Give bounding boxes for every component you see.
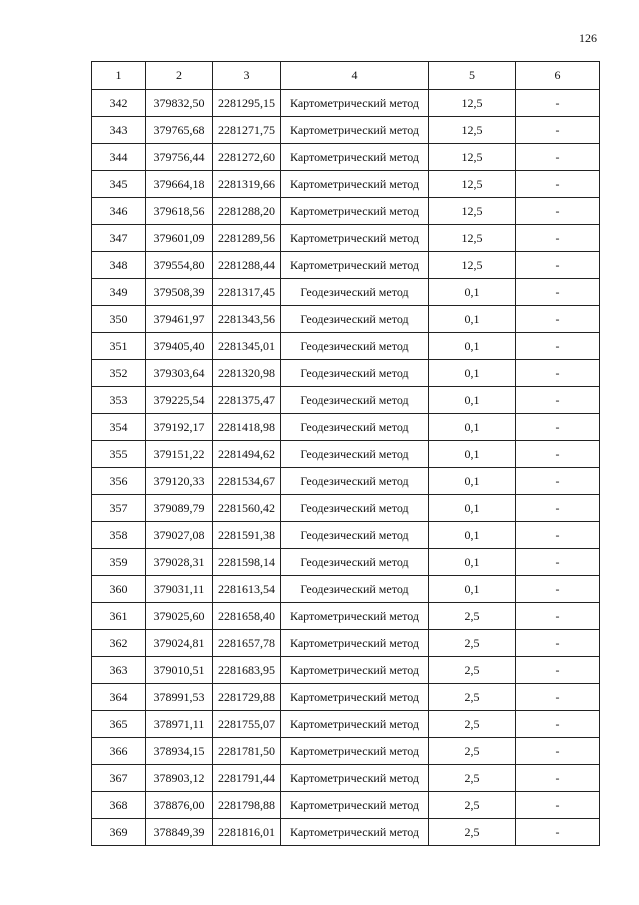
cell-note: - <box>516 657 600 684</box>
cell-point-number: 368 <box>92 792 146 819</box>
cell-note: - <box>516 387 600 414</box>
cell-note: - <box>516 198 600 225</box>
table-row <box>92 711 600 738</box>
table-row <box>92 306 600 333</box>
table-row <box>92 522 600 549</box>
cell-accuracy: 12,5 <box>429 198 516 225</box>
column-header-note: 6 <box>516 62 600 90</box>
table-row <box>92 333 600 360</box>
cell-note: - <box>516 171 600 198</box>
cell-note: - <box>516 225 600 252</box>
cell-y: 2281317,45 <box>213 279 281 306</box>
cell-y: 2281288,20 <box>213 198 281 225</box>
table-row <box>92 252 600 279</box>
cell-point-number: 356 <box>92 468 146 495</box>
cell-point-number: 359 <box>92 549 146 576</box>
cell-accuracy: 0,1 <box>429 387 516 414</box>
cell-point-number: 366 <box>92 738 146 765</box>
cell-y: 2281658,40 <box>213 603 281 630</box>
cell-accuracy: 0,1 <box>429 414 516 441</box>
cell-accuracy: 0,1 <box>429 576 516 603</box>
cell-note: - <box>516 252 600 279</box>
cell-point-number: 367 <box>92 765 146 792</box>
cell-accuracy: 0,1 <box>429 279 516 306</box>
column-header-accuracy: 5 <box>429 62 516 90</box>
cell-y: 2281319,66 <box>213 171 281 198</box>
cell-note: - <box>516 549 600 576</box>
table-row <box>92 738 600 765</box>
table-row <box>92 171 600 198</box>
table-row <box>92 657 600 684</box>
cell-y: 2281343,56 <box>213 306 281 333</box>
table-row <box>92 387 600 414</box>
cell-y: 2281598,14 <box>213 549 281 576</box>
cell-point-number: 361 <box>92 603 146 630</box>
cell-note: - <box>516 495 600 522</box>
table-header-row <box>92 62 600 90</box>
cell-note: - <box>516 522 600 549</box>
cell-accuracy: 2,5 <box>429 738 516 765</box>
cell-method: Картометрический метод <box>281 792 429 819</box>
table-row <box>92 495 600 522</box>
cell-accuracy: 2,5 <box>429 657 516 684</box>
cell-point-number: 369 <box>92 819 146 846</box>
cell-x: 379151,22 <box>146 441 213 468</box>
cell-method: Геодезический метод <box>281 306 429 333</box>
table-row <box>92 90 600 117</box>
cell-note: - <box>516 684 600 711</box>
cell-accuracy: 12,5 <box>429 144 516 171</box>
cell-y: 2281781,50 <box>213 738 281 765</box>
cell-method: Картометрический метод <box>281 90 429 117</box>
cell-y: 2281418,98 <box>213 414 281 441</box>
cell-method: Геодезический метод <box>281 279 429 306</box>
cell-x: 379508,39 <box>146 279 213 306</box>
cell-accuracy: 12,5 <box>429 90 516 117</box>
cell-x: 378934,15 <box>146 738 213 765</box>
cell-method: Картометрический метод <box>281 738 429 765</box>
column-header-y: 3 <box>213 62 281 90</box>
cell-point-number: 346 <box>92 198 146 225</box>
table-row <box>92 441 600 468</box>
table-row <box>92 576 600 603</box>
cell-accuracy: 2,5 <box>429 711 516 738</box>
cell-method: Геодезический метод <box>281 495 429 522</box>
cell-y: 2281791,44 <box>213 765 281 792</box>
cell-accuracy: 0,1 <box>429 333 516 360</box>
cell-accuracy: 2,5 <box>429 630 516 657</box>
cell-x: 378971,11 <box>146 711 213 738</box>
cell-y: 2281613,54 <box>213 576 281 603</box>
table-row <box>92 549 600 576</box>
cell-accuracy: 0,1 <box>429 360 516 387</box>
cell-point-number: 352 <box>92 360 146 387</box>
cell-method: Картометрический метод <box>281 252 429 279</box>
table-row <box>92 603 600 630</box>
cell-accuracy: 0,1 <box>429 306 516 333</box>
cell-x: 379024,81 <box>146 630 213 657</box>
cell-method: Картометрический метод <box>281 765 429 792</box>
cell-point-number: 347 <box>92 225 146 252</box>
cell-method: Геодезический метод <box>281 333 429 360</box>
cell-method: Картометрический метод <box>281 819 429 846</box>
table-row <box>92 414 600 441</box>
cell-x: 378903,12 <box>146 765 213 792</box>
table-row <box>92 468 600 495</box>
cell-x: 379618,56 <box>146 198 213 225</box>
cell-note: - <box>516 819 600 846</box>
cell-y: 2281494,62 <box>213 441 281 468</box>
cell-method: Геодезический метод <box>281 522 429 549</box>
cell-y: 2281320,98 <box>213 360 281 387</box>
table-row <box>92 765 600 792</box>
cell-x: 379765,68 <box>146 117 213 144</box>
cell-accuracy: 0,1 <box>429 522 516 549</box>
cell-method: Картометрический метод <box>281 684 429 711</box>
cell-y: 2281375,47 <box>213 387 281 414</box>
cell-point-number: 358 <box>92 522 146 549</box>
table-row <box>92 819 600 846</box>
table-row <box>92 630 600 657</box>
cell-note: - <box>516 279 600 306</box>
cell-x: 379601,09 <box>146 225 213 252</box>
column-header-method: 4 <box>281 62 429 90</box>
cell-y: 2281534,67 <box>213 468 281 495</box>
coordinates-table <box>91 61 600 846</box>
cell-point-number: 357 <box>92 495 146 522</box>
cell-method: Картометрический метод <box>281 171 429 198</box>
table-row <box>92 198 600 225</box>
cell-x: 379756,44 <box>146 144 213 171</box>
cell-point-number: 343 <box>92 117 146 144</box>
cell-point-number: 363 <box>92 657 146 684</box>
cell-y: 2281271,75 <box>213 117 281 144</box>
cell-point-number: 351 <box>92 333 146 360</box>
cell-accuracy: 0,1 <box>429 468 516 495</box>
cell-accuracy: 12,5 <box>429 225 516 252</box>
cell-x: 379832,50 <box>146 90 213 117</box>
cell-accuracy: 12,5 <box>429 171 516 198</box>
cell-accuracy: 0,1 <box>429 441 516 468</box>
cell-note: - <box>516 576 600 603</box>
cell-y: 2281288,44 <box>213 252 281 279</box>
cell-point-number: 348 <box>92 252 146 279</box>
cell-note: - <box>516 738 600 765</box>
cell-method: Геодезический метод <box>281 576 429 603</box>
cell-note: - <box>516 468 600 495</box>
cell-note: - <box>516 333 600 360</box>
table-row <box>92 279 600 306</box>
cell-accuracy: 2,5 <box>429 684 516 711</box>
cell-x: 378876,00 <box>146 792 213 819</box>
cell-y: 2281755,07 <box>213 711 281 738</box>
cell-note: - <box>516 414 600 441</box>
cell-point-number: 364 <box>92 684 146 711</box>
cell-note: - <box>516 711 600 738</box>
cell-method: Геодезический метод <box>281 414 429 441</box>
cell-x: 379025,60 <box>146 603 213 630</box>
cell-method: Картометрический метод <box>281 657 429 684</box>
cell-x: 379461,97 <box>146 306 213 333</box>
cell-point-number: 344 <box>92 144 146 171</box>
cell-point-number: 354 <box>92 414 146 441</box>
cell-y: 2281591,38 <box>213 522 281 549</box>
table-row <box>92 684 600 711</box>
cell-method: Геодезический метод <box>281 387 429 414</box>
cell-y: 2281729,88 <box>213 684 281 711</box>
cell-method: Картометрический метод <box>281 603 429 630</box>
cell-x: 379225,54 <box>146 387 213 414</box>
cell-note: - <box>516 117 600 144</box>
cell-method: Картометрический метод <box>281 711 429 738</box>
cell-accuracy: 2,5 <box>429 765 516 792</box>
cell-x: 379031,11 <box>146 576 213 603</box>
cell-y: 2281816,01 <box>213 819 281 846</box>
cell-accuracy: 12,5 <box>429 117 516 144</box>
cell-x: 379405,40 <box>146 333 213 360</box>
cell-point-number: 360 <box>92 576 146 603</box>
cell-method: Геодезический метод <box>281 360 429 387</box>
cell-accuracy: 0,1 <box>429 495 516 522</box>
cell-method: Картометрический метод <box>281 117 429 144</box>
cell-x: 379010,51 <box>146 657 213 684</box>
cell-method: Геодезический метод <box>281 468 429 495</box>
table-row <box>92 225 600 252</box>
cell-note: - <box>516 603 600 630</box>
cell-accuracy: 2,5 <box>429 792 516 819</box>
cell-x: 379027,08 <box>146 522 213 549</box>
table-row <box>92 117 600 144</box>
column-header-point-number: 1 <box>92 62 146 90</box>
cell-method: Геодезический метод <box>281 549 429 576</box>
table-row <box>92 144 600 171</box>
cell-y: 2281345,01 <box>213 333 281 360</box>
cell-method: Картометрический метод <box>281 144 429 171</box>
cell-accuracy: 2,5 <box>429 819 516 846</box>
cell-y: 2281683,95 <box>213 657 281 684</box>
cell-x: 378849,39 <box>146 819 213 846</box>
cell-method: Картометрический метод <box>281 630 429 657</box>
cell-note: - <box>516 306 600 333</box>
table-body <box>92 90 600 846</box>
cell-x: 379303,64 <box>146 360 213 387</box>
cell-note: - <box>516 90 600 117</box>
column-header-x: 2 <box>146 62 213 90</box>
cell-x: 379192,17 <box>146 414 213 441</box>
table-row <box>92 792 600 819</box>
cell-y: 2281798,88 <box>213 792 281 819</box>
cell-x: 379089,79 <box>146 495 213 522</box>
cell-accuracy: 12,5 <box>429 252 516 279</box>
table-row <box>92 360 600 387</box>
cell-note: - <box>516 360 600 387</box>
cell-note: - <box>516 630 600 657</box>
cell-point-number: 353 <box>92 387 146 414</box>
cell-note: - <box>516 144 600 171</box>
cell-x: 379664,18 <box>146 171 213 198</box>
cell-x: 379120,33 <box>146 468 213 495</box>
cell-note: - <box>516 792 600 819</box>
cell-accuracy: 0,1 <box>429 549 516 576</box>
cell-y: 2281289,56 <box>213 225 281 252</box>
cell-accuracy: 2,5 <box>429 603 516 630</box>
cell-x: 379028,31 <box>146 549 213 576</box>
cell-x: 378991,53 <box>146 684 213 711</box>
page-number: 126 <box>579 31 597 45</box>
cell-point-number: 342 <box>92 90 146 117</box>
cell-y: 2281295,15 <box>213 90 281 117</box>
cell-y: 2281560,42 <box>213 495 281 522</box>
cell-point-number: 365 <box>92 711 146 738</box>
cell-x: 379554,80 <box>146 252 213 279</box>
cell-note: - <box>516 441 600 468</box>
cell-point-number: 349 <box>92 279 146 306</box>
cell-point-number: 355 <box>92 441 146 468</box>
cell-y: 2281657,78 <box>213 630 281 657</box>
cell-method: Картометрический метод <box>281 198 429 225</box>
cell-y: 2281272,60 <box>213 144 281 171</box>
cell-point-number: 345 <box>92 171 146 198</box>
cell-note: - <box>516 765 600 792</box>
cell-method: Картометрический метод <box>281 225 429 252</box>
cell-point-number: 362 <box>92 630 146 657</box>
cell-point-number: 350 <box>92 306 146 333</box>
cell-method: Геодезический метод <box>281 441 429 468</box>
